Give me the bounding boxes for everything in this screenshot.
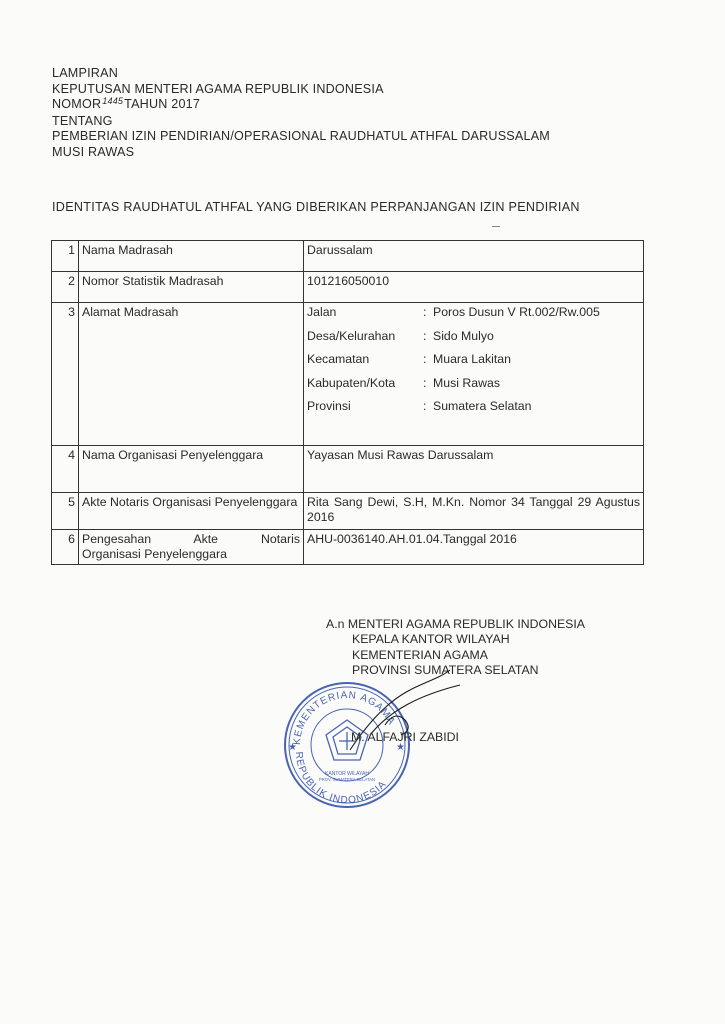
address-key: Kabupaten/Kota [307, 375, 396, 390]
row-label [79, 530, 304, 565]
address-colon: : [423, 399, 427, 413]
row-value: AHU-0036140.AH.01.04.Tanggal 2016 [304, 530, 644, 565]
document-header [52, 66, 550, 161]
address-line [307, 376, 640, 400]
table-row [52, 241, 644, 272]
address-key: Kecamatan [307, 352, 370, 366]
row-label-line: Pengesahan Akte Notaris [82, 532, 300, 546]
address-line [307, 305, 640, 329]
header-subject: PEMBERIAN IZIN PENDIRIAN/OPERASIONAL RAUDHATUL ATHFAL DARUSSALAM [52, 129, 550, 144]
row-number: 6 [52, 530, 79, 565]
sign-line-kementerian: KEMENTERIAN AGAMA [352, 647, 488, 662]
address-colon: : [423, 352, 427, 366]
signer-name: M. ALFAJRI ZABIDI [351, 730, 459, 744]
row-number: 5 [52, 493, 79, 530]
nomor-suffix: TAHUN 2017 [124, 97, 201, 112]
row-label: Nama Organisasi Penyelenggara [79, 446, 304, 493]
sign-line-an: A.n MENTERI AGAMA REPUBLIK INDONESIA [326, 617, 585, 631]
nomor-handwritten: 1445 [102, 96, 124, 107]
address-value: Poros Dusun V Rt.002/Rw.005 [433, 305, 600, 319]
address-colon: : [423, 305, 427, 319]
table-row [52, 272, 644, 303]
stamp-bottom-text: REPUBLIK INDONESIA [292, 751, 389, 807]
svg-text:★: ★ [396, 742, 405, 753]
address-key: Desa/Kelurahan [307, 328, 396, 343]
row-value: 101216050010 [304, 272, 644, 303]
row-value: Rita Sang Dewi, S.H, M.Kn. Nomor 34 Tanggal 29 Agustus 2016 [304, 493, 644, 530]
header-lampiran: LAMPIRAN [52, 66, 118, 80]
header-nomor [52, 97, 550, 114]
row-label: Nama Madrasah [79, 241, 304, 272]
row-value: Darussalam [304, 241, 644, 272]
nomor-prefix: NOMOR [52, 97, 102, 112]
sign-line-provinsi: PROVINSI SUMATERA SELATAN [352, 662, 539, 677]
table-row [52, 493, 644, 530]
row-label: Nomor Statistik Madrasah [79, 272, 304, 303]
svg-text:★: ★ [288, 742, 297, 753]
address-key: Jalan [307, 305, 337, 319]
stamp-inner-line1: KANTOR WILAYAH [325, 771, 369, 777]
section-title: IDENTITAS RAUDHATUL ATHFAL YANG DIBERIKAN PERPANJANGAN IZIN PENDIRIAN [52, 200, 580, 214]
address-colon: : [423, 328, 427, 343]
address-value: Musi Rawas [433, 375, 500, 390]
identity-table [51, 240, 644, 565]
address-value: Sumatera Selatan [433, 399, 532, 413]
address-block [304, 303, 644, 446]
row-label: Akte Notaris Organisasi Penyelenggara [79, 493, 304, 530]
row-label-line: Organisasi Penyelenggara [82, 547, 227, 561]
stamp-top-text: KEMENTERIAN AGAMA [291, 689, 398, 746]
header-subject-cont: MUSI RAWAS [52, 144, 135, 159]
row-number: 4 [52, 446, 79, 493]
row-number: 1 [52, 241, 79, 272]
row-label: Alamat Madrasah [79, 303, 304, 446]
table-row [52, 530, 644, 565]
stamp-inner-line2: PROV. SUMATERA SELATAN [318, 777, 376, 782]
address-value: Sido Mulyo [433, 328, 494, 343]
row-number: 3 [52, 303, 79, 446]
row-value: Yayasan Musi Rawas Darussalam [304, 446, 644, 493]
address-line [307, 329, 640, 353]
table-row [52, 446, 644, 493]
address-value: Muara Lakitan [433, 352, 511, 366]
row-number: 2 [52, 272, 79, 303]
header-tentang: TENTANG [52, 113, 113, 128]
address-key: Provinsi [307, 399, 351, 413]
sign-line-kepala: KEPALA KANTOR WILAYAH [352, 632, 510, 647]
header-keputusan: KEPUTUSAN MENTERI AGAMA REPUBLIK INDONESIA [52, 81, 384, 96]
scan-speck [492, 226, 500, 227]
address-line [307, 399, 640, 423]
address-colon: : [423, 375, 427, 390]
table-row [52, 303, 644, 446]
address-line [307, 352, 640, 376]
